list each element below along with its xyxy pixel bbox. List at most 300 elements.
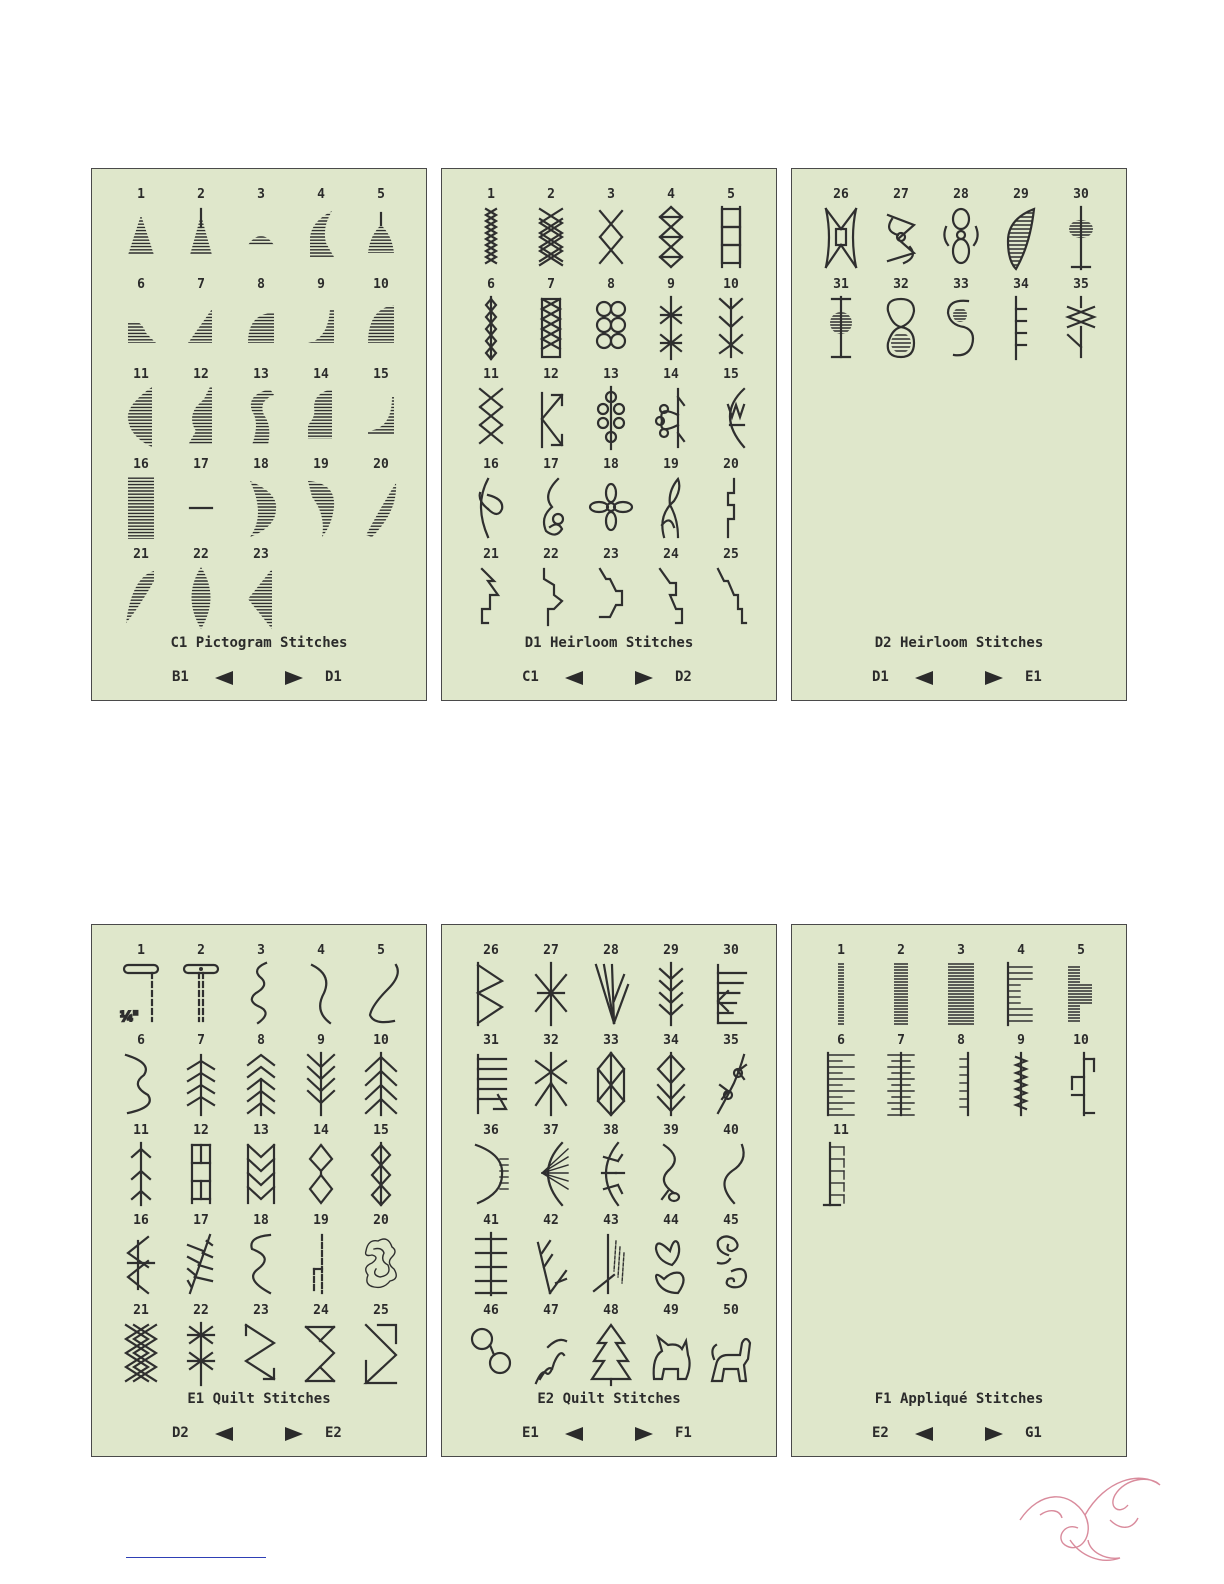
stitch-f1-7[interactable] — [871, 1033, 931, 1123]
stitch-number: 23 — [253, 1303, 269, 1318]
stitch-f1-8[interactable] — [931, 1033, 991, 1123]
stitch-number: 18 — [253, 1213, 269, 1228]
next-page-label: D2 — [675, 669, 692, 685]
stitch-e2-43[interactable] — [581, 1213, 641, 1303]
stitch-number: 10 — [373, 1033, 389, 1048]
stitch-e1-22[interactable] — [171, 1303, 231, 1393]
stitch-number: 4 — [317, 943, 325, 958]
double-x-icon — [588, 205, 634, 271]
stitch-number: 2 — [197, 187, 205, 202]
prev-page-label: E1 — [522, 1425, 539, 1441]
swirls-icon — [708, 1231, 754, 1297]
stitch-c1-4[interactable] — [291, 187, 351, 277]
hill-left-icon — [118, 295, 164, 361]
stitch-d1-3[interactable] — [581, 187, 641, 277]
hook-band-icon — [298, 475, 344, 541]
stitch-number: 33 — [603, 1033, 619, 1048]
page-nav — [92, 1424, 426, 1444]
stitch-e1-12[interactable] — [171, 1123, 231, 1213]
bead-chain-icon — [468, 295, 514, 361]
flower-vine-icon — [708, 1051, 754, 1117]
branch-v-icon — [528, 1231, 574, 1297]
tri-full-icon — [118, 205, 164, 271]
stitch-c1-3[interactable] — [231, 187, 291, 277]
stitch-number: 9 — [317, 277, 325, 292]
dash-icon — [178, 475, 224, 541]
stitch-number: 3 — [257, 187, 265, 202]
stitch-e2-36[interactable] — [461, 1123, 521, 1213]
stitch-d1-24[interactable] — [641, 547, 701, 637]
stitch-number: 45 — [723, 1213, 739, 1228]
panel-title: C1 Pictogram Stitches — [170, 635, 348, 651]
stitch-d1-6[interactable] — [461, 277, 521, 367]
stitch-e1-9[interactable] — [291, 1033, 351, 1123]
left-arrow-icon[interactable] — [215, 1427, 233, 1441]
stitch-grid — [461, 943, 761, 1393]
blanket-scallop-icon — [998, 961, 1044, 1027]
stitch-number: 26 — [833, 187, 849, 202]
footer-rule — [126, 1557, 266, 1558]
stitch-d1-13[interactable] — [581, 367, 641, 457]
right-arrow-icon[interactable] — [635, 1427, 653, 1441]
stitch-e2-39[interactable] — [641, 1123, 701, 1213]
stitch-number: 2 — [547, 187, 555, 202]
stitch-d2-30[interactable] — [1051, 187, 1111, 277]
ladder-boxes-icon — [708, 205, 754, 271]
page-nav — [792, 1424, 1126, 1444]
stitch-c1-21[interactable] — [111, 547, 171, 637]
stitch-number: 47 — [543, 1303, 559, 1318]
stitch-e2-46[interactable] — [461, 1303, 521, 1393]
stitch-number: 11 — [483, 367, 499, 382]
stitch-d1-19[interactable] — [641, 457, 701, 547]
stitch-number: 19 — [313, 457, 329, 472]
stitch-e1-11[interactable] — [111, 1123, 171, 1213]
stitch-d1-21[interactable] — [461, 547, 521, 637]
stitch-c1-12[interactable] — [171, 367, 231, 457]
stitch-number: 7 — [547, 277, 555, 292]
stitch-c1-7[interactable] — [171, 277, 231, 367]
stitch-d1-8[interactable] — [581, 277, 641, 367]
panel-title: D2 Heirloom Stitches — [874, 635, 1044, 651]
arrow-feather-icon — [118, 1231, 164, 1297]
stitch-f1-5[interactable] — [1051, 943, 1111, 1033]
dog-icon — [708, 1321, 754, 1387]
stitch-number: 18 — [603, 457, 619, 472]
stitch-c1-23[interactable] — [231, 547, 291, 637]
stitch-d1-23[interactable] — [581, 547, 641, 637]
wheat-ear-icon — [648, 961, 694, 1027]
stitch-d1-22[interactable] — [521, 547, 581, 637]
stitch-number: 17 — [543, 457, 559, 472]
stitch-e2-44[interactable] — [641, 1213, 701, 1303]
stitch-number: 23 — [253, 547, 269, 562]
stitch-e1-21[interactable] — [111, 1303, 171, 1393]
stitch-e1-16[interactable] — [111, 1213, 171, 1303]
stitch-number: 30 — [1073, 187, 1089, 202]
stitch-e1-8[interactable] — [231, 1033, 291, 1123]
stitch-c1-18[interactable] — [231, 457, 291, 547]
stitch-number: 9 — [667, 277, 675, 292]
bow-tie-icon — [818, 205, 864, 271]
blanket-small-icon — [818, 1141, 864, 1207]
arrow-stem-icon — [118, 1141, 164, 1207]
stitch-number: 49 — [663, 1303, 679, 1318]
diamond-arrow-icon — [648, 1051, 694, 1117]
stitch-e2-47[interactable] — [521, 1303, 581, 1393]
stitch-c1-10[interactable] — [351, 277, 411, 367]
stitch-e2-34[interactable] — [641, 1033, 701, 1123]
stitch-e2-37[interactable] — [521, 1123, 581, 1213]
diamond-lattice-icon — [588, 1051, 634, 1117]
stitch-number: 13 — [603, 367, 619, 382]
stitch-c1-8[interactable] — [231, 277, 291, 367]
stitch-d2-27[interactable] — [871, 187, 931, 277]
meander-dashed-icon — [238, 961, 284, 1027]
stitch-d1-4[interactable] — [641, 187, 701, 277]
comb-wide-icon — [818, 1051, 864, 1117]
stitch-c1-15[interactable] — [351, 367, 411, 457]
stitch-e1-19[interactable] — [291, 1213, 351, 1303]
stitch-e2-35[interactable] — [701, 1033, 761, 1123]
stitch-e1-10[interactable] — [351, 1033, 411, 1123]
crescent-icon — [238, 475, 284, 541]
swoosh-left-icon — [118, 565, 164, 631]
fan-slash-icon — [588, 961, 634, 1027]
stitch-c1-20[interactable] — [351, 457, 411, 547]
prev-page-label: D2 — [172, 1425, 189, 1441]
stitch-number: 4 — [1017, 943, 1025, 958]
right-arrow-icon[interactable] — [285, 671, 303, 685]
loop-curve-icon — [118, 1051, 164, 1117]
stitch-e2-42[interactable] — [521, 1213, 581, 1303]
stitch-e1-1[interactable] — [111, 943, 171, 1033]
stitch-number: 22 — [543, 547, 559, 562]
stitch-d1-10[interactable] — [701, 277, 761, 367]
figure-eight-icon — [878, 295, 924, 361]
stitch-number: 50 — [723, 1303, 739, 1318]
stitch-number: 17 — [193, 1213, 209, 1228]
striped-leaf-icon — [998, 205, 1044, 271]
stitch-number: 8 — [607, 277, 615, 292]
boot-icon — [298, 385, 344, 451]
stitch-number: 3 — [957, 943, 965, 958]
ladder-icon — [178, 1141, 224, 1207]
stitch-number: 1 — [487, 187, 495, 202]
stitch-d2-31[interactable] — [811, 277, 871, 367]
concave-ramp-icon — [298, 295, 344, 361]
stitch-number: 28 — [953, 187, 969, 202]
stitch-number: 10 — [723, 277, 739, 292]
stitch-e1-15[interactable] — [351, 1123, 411, 1213]
stitch-number: 42 — [543, 1213, 559, 1228]
stitch-number: 6 — [837, 1033, 845, 1048]
daisy-half-icon — [648, 385, 694, 451]
stitch-d1-16[interactable] — [461, 457, 521, 547]
stitch-e1-24[interactable] — [291, 1303, 351, 1393]
stitch-d1-9[interactable] — [641, 277, 701, 367]
right-arrow-icon[interactable] — [985, 1427, 1003, 1441]
stitch-number: 21 — [133, 547, 149, 562]
stitch-number: 25 — [373, 1303, 389, 1318]
stitch-c1-19[interactable] — [291, 457, 351, 547]
curl-leaf-icon — [468, 475, 514, 541]
satin-narrow-icon — [818, 961, 864, 1027]
lattice-icon — [528, 205, 574, 271]
diamond-chain-small-icon — [358, 1141, 404, 1207]
panel-title: E2 Quilt Stitches — [537, 1391, 681, 1407]
stitch-d1-25[interactable] — [701, 547, 761, 637]
stitch-e2-38[interactable] — [581, 1123, 641, 1213]
goblet-icon — [1058, 205, 1104, 271]
stitch-number: 31 — [833, 277, 849, 292]
stitch-number: 14 — [663, 367, 679, 382]
stitch-number: 13 — [253, 367, 269, 382]
stitch-number: 2 — [897, 943, 905, 958]
stitch-number: 2 — [197, 943, 205, 958]
comb-arrow-2-icon — [468, 1051, 514, 1117]
loop-tail-icon — [528, 475, 574, 541]
stitch-d1-11[interactable] — [461, 367, 521, 457]
wheat-icon — [178, 1231, 224, 1297]
s-leaf-icon — [648, 1141, 694, 1207]
quarter-round-icon — [238, 295, 284, 361]
stitch-number: 10 — [373, 277, 389, 292]
stitch-number: 17 — [193, 457, 209, 472]
stitch-e2-27[interactable] — [521, 943, 581, 1033]
stitch-c1-14[interactable] — [291, 367, 351, 457]
right-arrow-icon[interactable] — [285, 1427, 303, 1441]
stitch-e1-5[interactable] — [351, 943, 411, 1033]
framed-lattice-icon — [528, 295, 574, 361]
stitch-d1-18[interactable] — [581, 457, 641, 547]
stitch-d1-15[interactable] — [701, 367, 761, 457]
stitch-number: 28 — [603, 943, 619, 958]
stitch-number: 19 — [663, 457, 679, 472]
stitch-e2-30[interactable] — [701, 943, 761, 1033]
stitch-number: 32 — [543, 1033, 559, 1048]
stitch-d1-2[interactable] — [521, 187, 581, 277]
stitch-f1-3[interactable] — [931, 943, 991, 1033]
zig-arrow-wide-icon — [358, 1321, 404, 1387]
stitch-number: 39 — [663, 1123, 679, 1138]
stitch-d1-20[interactable] — [701, 457, 761, 547]
stitch-number: 9 — [317, 1033, 325, 1048]
stitch-d1-1[interactable] — [461, 187, 521, 277]
stitch-e1-18[interactable] — [231, 1213, 291, 1303]
stitch-e1-25[interactable] — [351, 1303, 411, 1393]
stitch-d1-7[interactable] — [521, 277, 581, 367]
panel-d1 — [441, 168, 777, 701]
stitch-number: 34 — [663, 1033, 679, 1048]
satin-wide-icon — [938, 961, 984, 1027]
stepped-bulge-icon — [178, 385, 224, 451]
stitch-number: 10 — [1073, 1033, 1089, 1048]
stitch-d1-17[interactable] — [521, 457, 581, 547]
zig-arrow-double-icon — [298, 1321, 344, 1387]
stitch-e1-6[interactable] — [111, 1033, 171, 1123]
stitch-number: 4 — [317, 187, 325, 202]
stitch-d2-33[interactable] — [931, 277, 991, 367]
fringed-curve-icon — [468, 1141, 514, 1207]
stitch-grid — [111, 187, 411, 637]
dome-low-icon — [238, 205, 284, 271]
stitch-number: 15 — [373, 1123, 389, 1138]
stitch-e2-28[interactable] — [581, 943, 641, 1033]
stitch-e2-31[interactable] — [461, 1033, 521, 1123]
right-arrow-icon[interactable] — [985, 671, 1003, 685]
stitch-d2-28[interactable] — [931, 187, 991, 277]
stitch-d1-12[interactable] — [521, 367, 581, 457]
stipple-icon — [358, 1231, 404, 1297]
fern-icon — [298, 1051, 344, 1117]
steps-stem-icon — [998, 295, 1044, 361]
bulge-left-icon — [118, 385, 164, 451]
stitch-e2-29[interactable] — [641, 943, 701, 1033]
stitch-number: 6 — [487, 277, 495, 292]
stitch-number: 6 — [137, 1033, 145, 1048]
stitch-e1-20[interactable] — [351, 1213, 411, 1303]
stitch-e1-17[interactable] — [171, 1213, 231, 1303]
stitch-e2-45[interactable] — [701, 1213, 761, 1303]
stitch-number: 46 — [483, 1303, 499, 1318]
prev-page-label: B1 — [172, 669, 189, 685]
blanket-steps-icon — [1058, 1051, 1104, 1117]
stitch-e1-13[interactable] — [231, 1123, 291, 1213]
stitch-f1-9[interactable] — [991, 1033, 1051, 1123]
hearts-icon — [648, 1231, 694, 1297]
stitch-c1-16[interactable] — [111, 457, 171, 547]
stitch-number: 32 — [893, 277, 909, 292]
stitch-d1-5[interactable] — [701, 187, 761, 277]
straight-guide-icon — [178, 961, 224, 1027]
honeycomb-icon — [588, 295, 634, 361]
stitch-e2-49[interactable] — [641, 1303, 701, 1393]
prev-page-label: D1 — [872, 669, 889, 685]
stitch-e1-3[interactable] — [231, 943, 291, 1033]
butterfly-loop-icon — [938, 205, 984, 271]
next-page-label: G1 — [1025, 1425, 1042, 1441]
prev-page-label: C1 — [522, 669, 539, 685]
stitch-e1-14[interactable] — [291, 1123, 351, 1213]
stitch-e2-50[interactable] — [701, 1303, 761, 1393]
stitch-c1-22[interactable] — [171, 547, 231, 637]
stitch-e2-40[interactable] — [701, 1123, 761, 1213]
comb-thin-icon — [938, 1051, 984, 1117]
stitch-c1-9[interactable] — [291, 277, 351, 367]
stitch-e1-2[interactable] — [171, 943, 231, 1033]
stitch-c1-13[interactable] — [231, 367, 291, 457]
stitch-number: 20 — [723, 457, 739, 472]
zig-arrow-icon — [238, 1321, 284, 1387]
s-curve-wide-icon — [358, 961, 404, 1027]
crown-arc-icon — [708, 385, 754, 451]
swoosh-icon — [358, 475, 404, 541]
stitch-e1-23[interactable] — [231, 1303, 291, 1393]
page-nav — [442, 1424, 776, 1444]
stitch-e2-26[interactable] — [461, 943, 521, 1033]
feather-branch-icon — [708, 295, 754, 361]
stitch-f1-4[interactable] — [991, 943, 1051, 1033]
panel-d2 — [791, 168, 1127, 701]
stitch-d2-26[interactable] — [811, 187, 871, 277]
stitch-f1-11[interactable] — [811, 1123, 871, 1213]
serpentine-icon — [238, 1231, 284, 1297]
stitch-number: 21 — [133, 1303, 149, 1318]
stitch-number: 26 — [483, 943, 499, 958]
stitch-d2-35[interactable] — [1051, 277, 1111, 367]
stitch-e2-32[interactable] — [521, 1033, 581, 1123]
stitch-c1-17[interactable] — [171, 457, 231, 547]
stitch-d1-14[interactable] — [641, 367, 701, 457]
dash-step-icon — [298, 1231, 344, 1297]
stitch-e2-41[interactable] — [461, 1213, 521, 1303]
triple-x-icon — [468, 385, 514, 451]
stitch-e2-48[interactable] — [581, 1303, 641, 1393]
narrow-cross-chain-icon — [468, 205, 514, 271]
left-arrow-icon[interactable] — [565, 671, 583, 685]
stitch-e2-33[interactable] — [581, 1033, 641, 1123]
left-arrow-icon[interactable] — [215, 671, 233, 685]
stitch-f1-2[interactable] — [871, 943, 931, 1033]
stitch-number: 41 — [483, 1213, 499, 1228]
diamond-chain-icon — [648, 205, 694, 271]
stitch-f1-10[interactable] — [1051, 1033, 1111, 1123]
stitch-number: 5 — [377, 187, 385, 202]
stitch-grid — [811, 943, 1111, 1213]
chevron-stack-icon — [238, 1051, 284, 1117]
stitch-c1-1[interactable] — [111, 187, 171, 277]
stitch-number: 5 — [377, 943, 385, 958]
left-arrow-icon[interactable] — [915, 671, 933, 685]
left-arrow-icon[interactable] — [565, 1427, 583, 1441]
stitch-number: 24 — [663, 547, 679, 562]
stitch-number: 43 — [603, 1213, 619, 1228]
stitch-number: 31 — [483, 1033, 499, 1048]
prev-page-label: E2 — [872, 1425, 889, 1441]
page-nav — [92, 668, 426, 688]
stitch-number: 48 — [603, 1303, 619, 1318]
stitch-number: 16 — [133, 1213, 149, 1228]
stitch-number: 34 — [1013, 277, 1029, 292]
stitch-c1-6[interactable] — [111, 277, 171, 367]
guide-label: ¼" — [120, 1010, 139, 1025]
stitch-e1-7[interactable] — [171, 1033, 231, 1123]
zigzag-2-icon — [528, 565, 574, 631]
right-arrow-icon[interactable] — [635, 671, 653, 685]
stitch-number: 6 — [137, 277, 145, 292]
stitch-d2-29[interactable] — [991, 187, 1051, 277]
stitch-f1-1[interactable] — [811, 943, 871, 1033]
stitch-grid — [811, 187, 1111, 367]
stitch-f1-6[interactable] — [811, 1033, 871, 1123]
zigzag-1-icon — [468, 565, 514, 631]
stitch-c1-2[interactable] — [171, 187, 231, 277]
pine-icon — [358, 1051, 404, 1117]
stitch-c1-11[interactable] — [111, 367, 171, 457]
left-arrow-icon[interactable] — [915, 1427, 933, 1441]
stitch-number: 5 — [1077, 943, 1085, 958]
stitch-number: 22 — [193, 547, 209, 562]
stitch-d2-34[interactable] — [991, 277, 1051, 367]
goblet-round-icon — [818, 295, 864, 361]
panel-title: F1 Appliqué Stitches — [874, 1391, 1044, 1407]
tree-icon — [588, 1321, 634, 1387]
stitch-d2-32[interactable] — [871, 277, 931, 367]
s-scroll-icon — [938, 295, 984, 361]
stitch-e1-4[interactable] — [291, 943, 351, 1033]
stitch-c1-5[interactable] — [351, 187, 411, 277]
